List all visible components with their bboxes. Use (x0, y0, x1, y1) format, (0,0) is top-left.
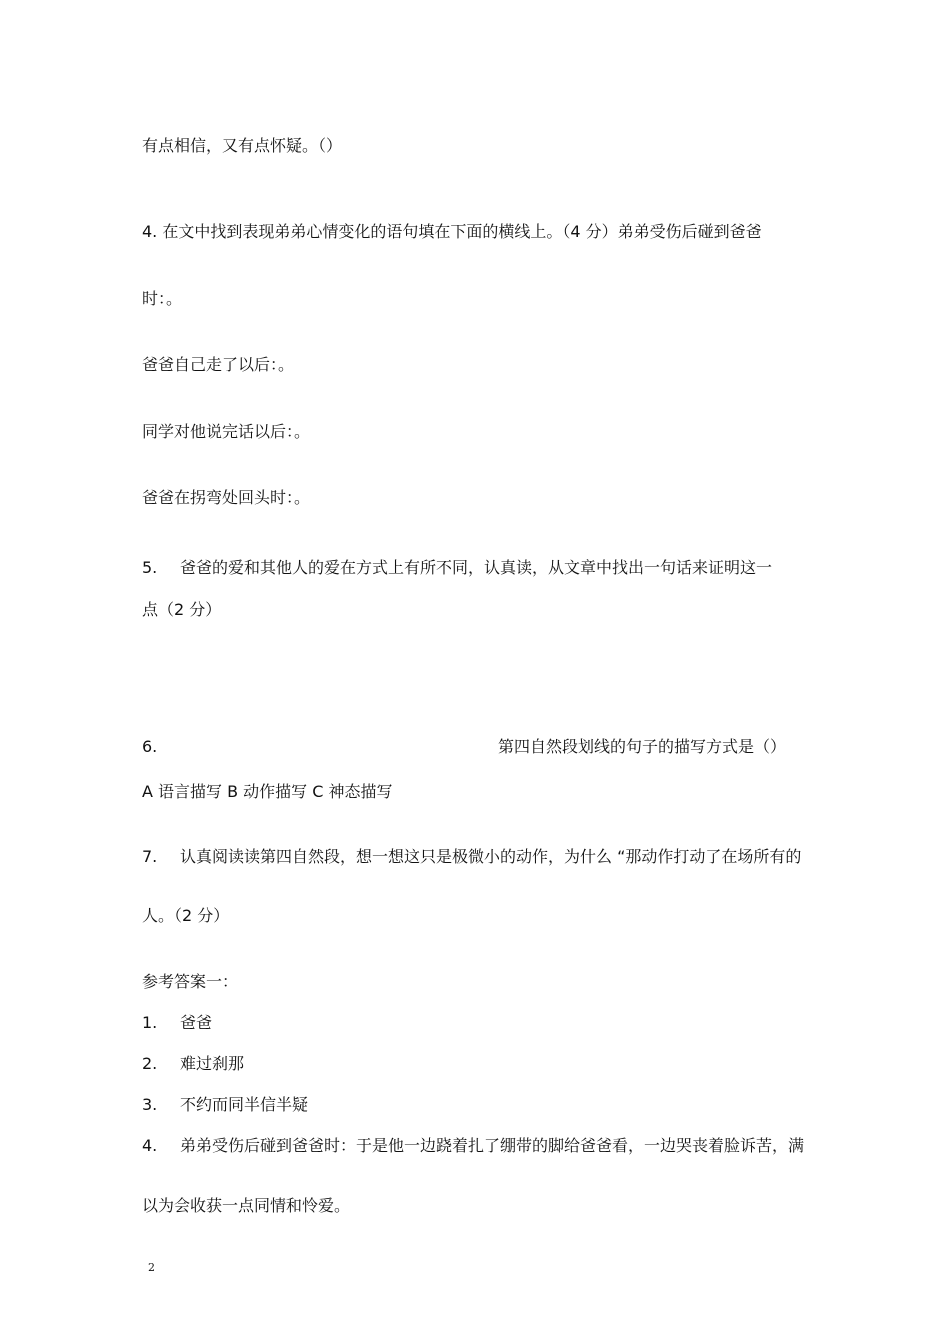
answer-item (142, 1013, 212, 1033)
answer-text: 爸爸 (180, 1013, 213, 1032)
answer-item (142, 1135, 822, 1156)
answer-text: 不约而同半信半疑 (180, 1095, 309, 1114)
answer-continuation: 以为会收获一点同情和怜爱。 (142, 1196, 351, 1215)
text-line: 有点相信，又有点怀疑。（） (142, 136, 343, 155)
question-4-blank-1: 时：。 (142, 289, 183, 308)
answers-heading: 参考答案一： (142, 972, 239, 991)
question-number: 5. (142, 558, 158, 577)
question-7-continuation: 人。（2 分） (142, 906, 230, 925)
answer-number: 4. (142, 1136, 158, 1155)
answer-number: 2. (142, 1054, 158, 1073)
answer-text: 难过刹那 (180, 1054, 245, 1073)
question-5-continuation: 点（2 分） (142, 600, 222, 619)
question-4-blank-3: 同学对他说完话以后：。 (142, 422, 311, 441)
answer-text: 弟弟受伤后碰到爸爸时：于是他一边跷着扎了绷带的脚给爸爸看，一边哭丧着脸诉苦，满 (180, 1136, 805, 1155)
answer-item (142, 1095, 308, 1115)
page-number: 2 (148, 1261, 155, 1274)
question-number: 6. (142, 737, 158, 756)
answer-number: 3. (142, 1095, 158, 1114)
question-4: 4. 在文中找到表现弟弟心情变化的语句填在下面的横线上。（4 分）弟弟受伤后碰到爸爸 (142, 222, 762, 241)
question-7 (142, 846, 822, 867)
question-6-text: 第四自然段划线的句子的描写方式是（） (498, 737, 787, 756)
question-4-blank-2: 爸爸自己走了以后：。 (142, 355, 295, 374)
question-text: 认真阅读读第四自然段，想一想这只是极微小的动作，为什么 “那动作打动了在场所有的 (180, 847, 802, 866)
question-6-options: A 语言描写 B 动作描写 C 神态描写 (142, 782, 393, 801)
answer-item (142, 1054, 244, 1074)
question-number: 7. (142, 847, 158, 866)
question-5 (142, 558, 772, 578)
question-text: 爸爸的爱和其他人的爱在方式上有所不同，认真读，从文章中找出一句话来证明这一 (180, 558, 773, 577)
question-4-blank-4: 爸爸在拐弯处回头时：。 (142, 488, 311, 507)
answer-number: 1. (142, 1013, 158, 1032)
